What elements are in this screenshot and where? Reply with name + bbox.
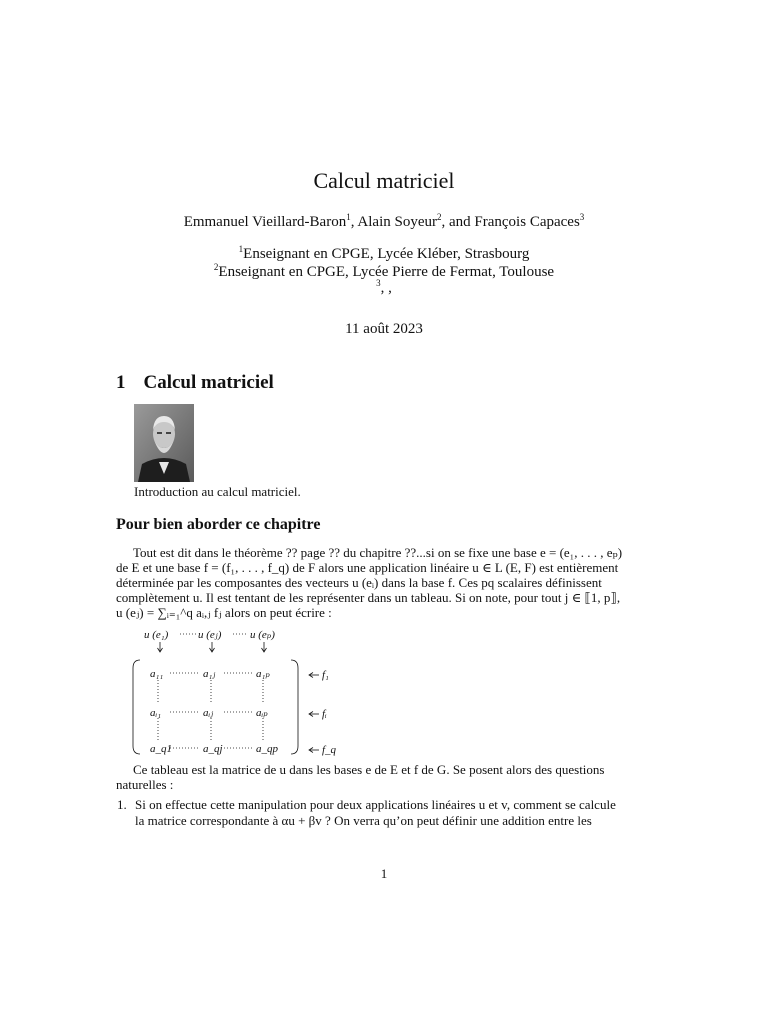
matrix-cell: a₁ⱼ — [203, 668, 216, 680]
affiliation-mark: 3 — [376, 278, 381, 288]
text-line: déterminée par les composantes des vecteurs u (eᵢ) dans la base f. Ces pq scalaires définissent — [116, 575, 602, 590]
affiliation-text: , , — [380, 280, 392, 296]
matrix-column-header: u (eⱼ) — [198, 629, 222, 641]
paper-title: Calcul matriciel — [313, 168, 455, 193]
text-line: Si on effectue cette manipulation pour deux applications linéaires u et v, comment se calcule — [135, 797, 616, 812]
affiliation-mark: 2 — [213, 262, 219, 272]
matrix-column-header: u (eₚ) — [250, 629, 275, 641]
matrix-cell: a_q1 — [150, 743, 172, 755]
author-name: Emmanuel Vieillard-Baron — [183, 214, 347, 230]
text-line: u (eⱼ) = ∑ᵢ₌₁^q aᵢ,ⱼ fⱼ alors on peut écrire : — [116, 605, 332, 620]
author-affil-mark: 3 — [579, 212, 585, 222]
section-heading — [116, 372, 274, 394]
text-line: de E et une base f = (f₁, . . . , f_q) de F alors une application linéaire u ∈ L (E, F) est entièrement — [116, 560, 619, 575]
paragraph — [116, 545, 654, 620]
matrix-cell: aᵢⱼ — [203, 707, 214, 719]
text-line: naturelles : — [116, 777, 174, 792]
matrix-cell: a₁₁ — [150, 668, 164, 680]
list-item — [116, 797, 654, 829]
text-line: Tout est dit dans le théorème ?? page ?? du chapitre ??...si on se fixe une base e = (e₁, . . . , eₚ) — [133, 545, 623, 560]
figure-caption: Introduction au calcul matriciel. — [134, 484, 301, 499]
text-line: complètement u. Il est tentant de les représenter dans un tableau. Si on note, pour tout j ∈ ⟦1, p⟧, — [116, 590, 621, 605]
affiliation — [0, 278, 768, 297]
text-line: la matrice correspondante à αu + βv ? On verra qu’on peut définir une addition entre les — [135, 813, 592, 828]
author-name: François Capaces — [474, 214, 580, 230]
list-item-number: 1. — [117, 797, 127, 812]
author-list — [0, 212, 768, 231]
section-number: 1 — [116, 372, 126, 393]
affiliation-text: Enseignant en CPGE, Lycée Pierre de Fermat, Toulouse — [218, 264, 555, 280]
page-number: 1 — [380, 866, 388, 881]
matrix-basis-label: f₁ — [322, 669, 329, 681]
subsection-heading: Pour bien aborder ce chapitre — [116, 516, 321, 533]
portrait-photo — [134, 404, 194, 482]
matrix-cell: aᵢ₁ — [150, 707, 162, 719]
section-title: Calcul matriciel — [143, 372, 274, 393]
enumerated-list — [116, 797, 654, 829]
matrix-cell: a₁ₚ — [256, 668, 270, 680]
author-affil-mark: 2 — [436, 212, 442, 222]
author-separator: , and — [441, 214, 475, 230]
matrix-basis-label: fᵢ — [322, 708, 327, 720]
author-name: Alain Soyeur — [357, 214, 437, 230]
author-affil-mark: 1 — [346, 212, 351, 222]
affiliation-text: Enseignant en CPGE, Lycée Kléber, Strasbourg — [243, 246, 530, 262]
matrix-diagram — [116, 624, 376, 760]
matrix-column-header: u (e₁) — [144, 629, 169, 641]
paragraph — [116, 762, 654, 792]
author-separator: , — [350, 214, 358, 230]
affiliation-mark: 1 — [238, 244, 244, 254]
matrix-cell: a_qp — [256, 743, 278, 755]
matrix-cell: aᵢₚ — [256, 707, 268, 719]
affiliation — [0, 244, 768, 263]
matrix-cell: a_qj — [203, 743, 223, 755]
paper-date: 11 août 2023 — [345, 321, 423, 337]
text-line: Ce tableau est la matrice de u dans les bases e de E et f de G. Se posent alors des questions — [133, 762, 605, 777]
matrix-basis-label: f_q — [322, 744, 337, 756]
